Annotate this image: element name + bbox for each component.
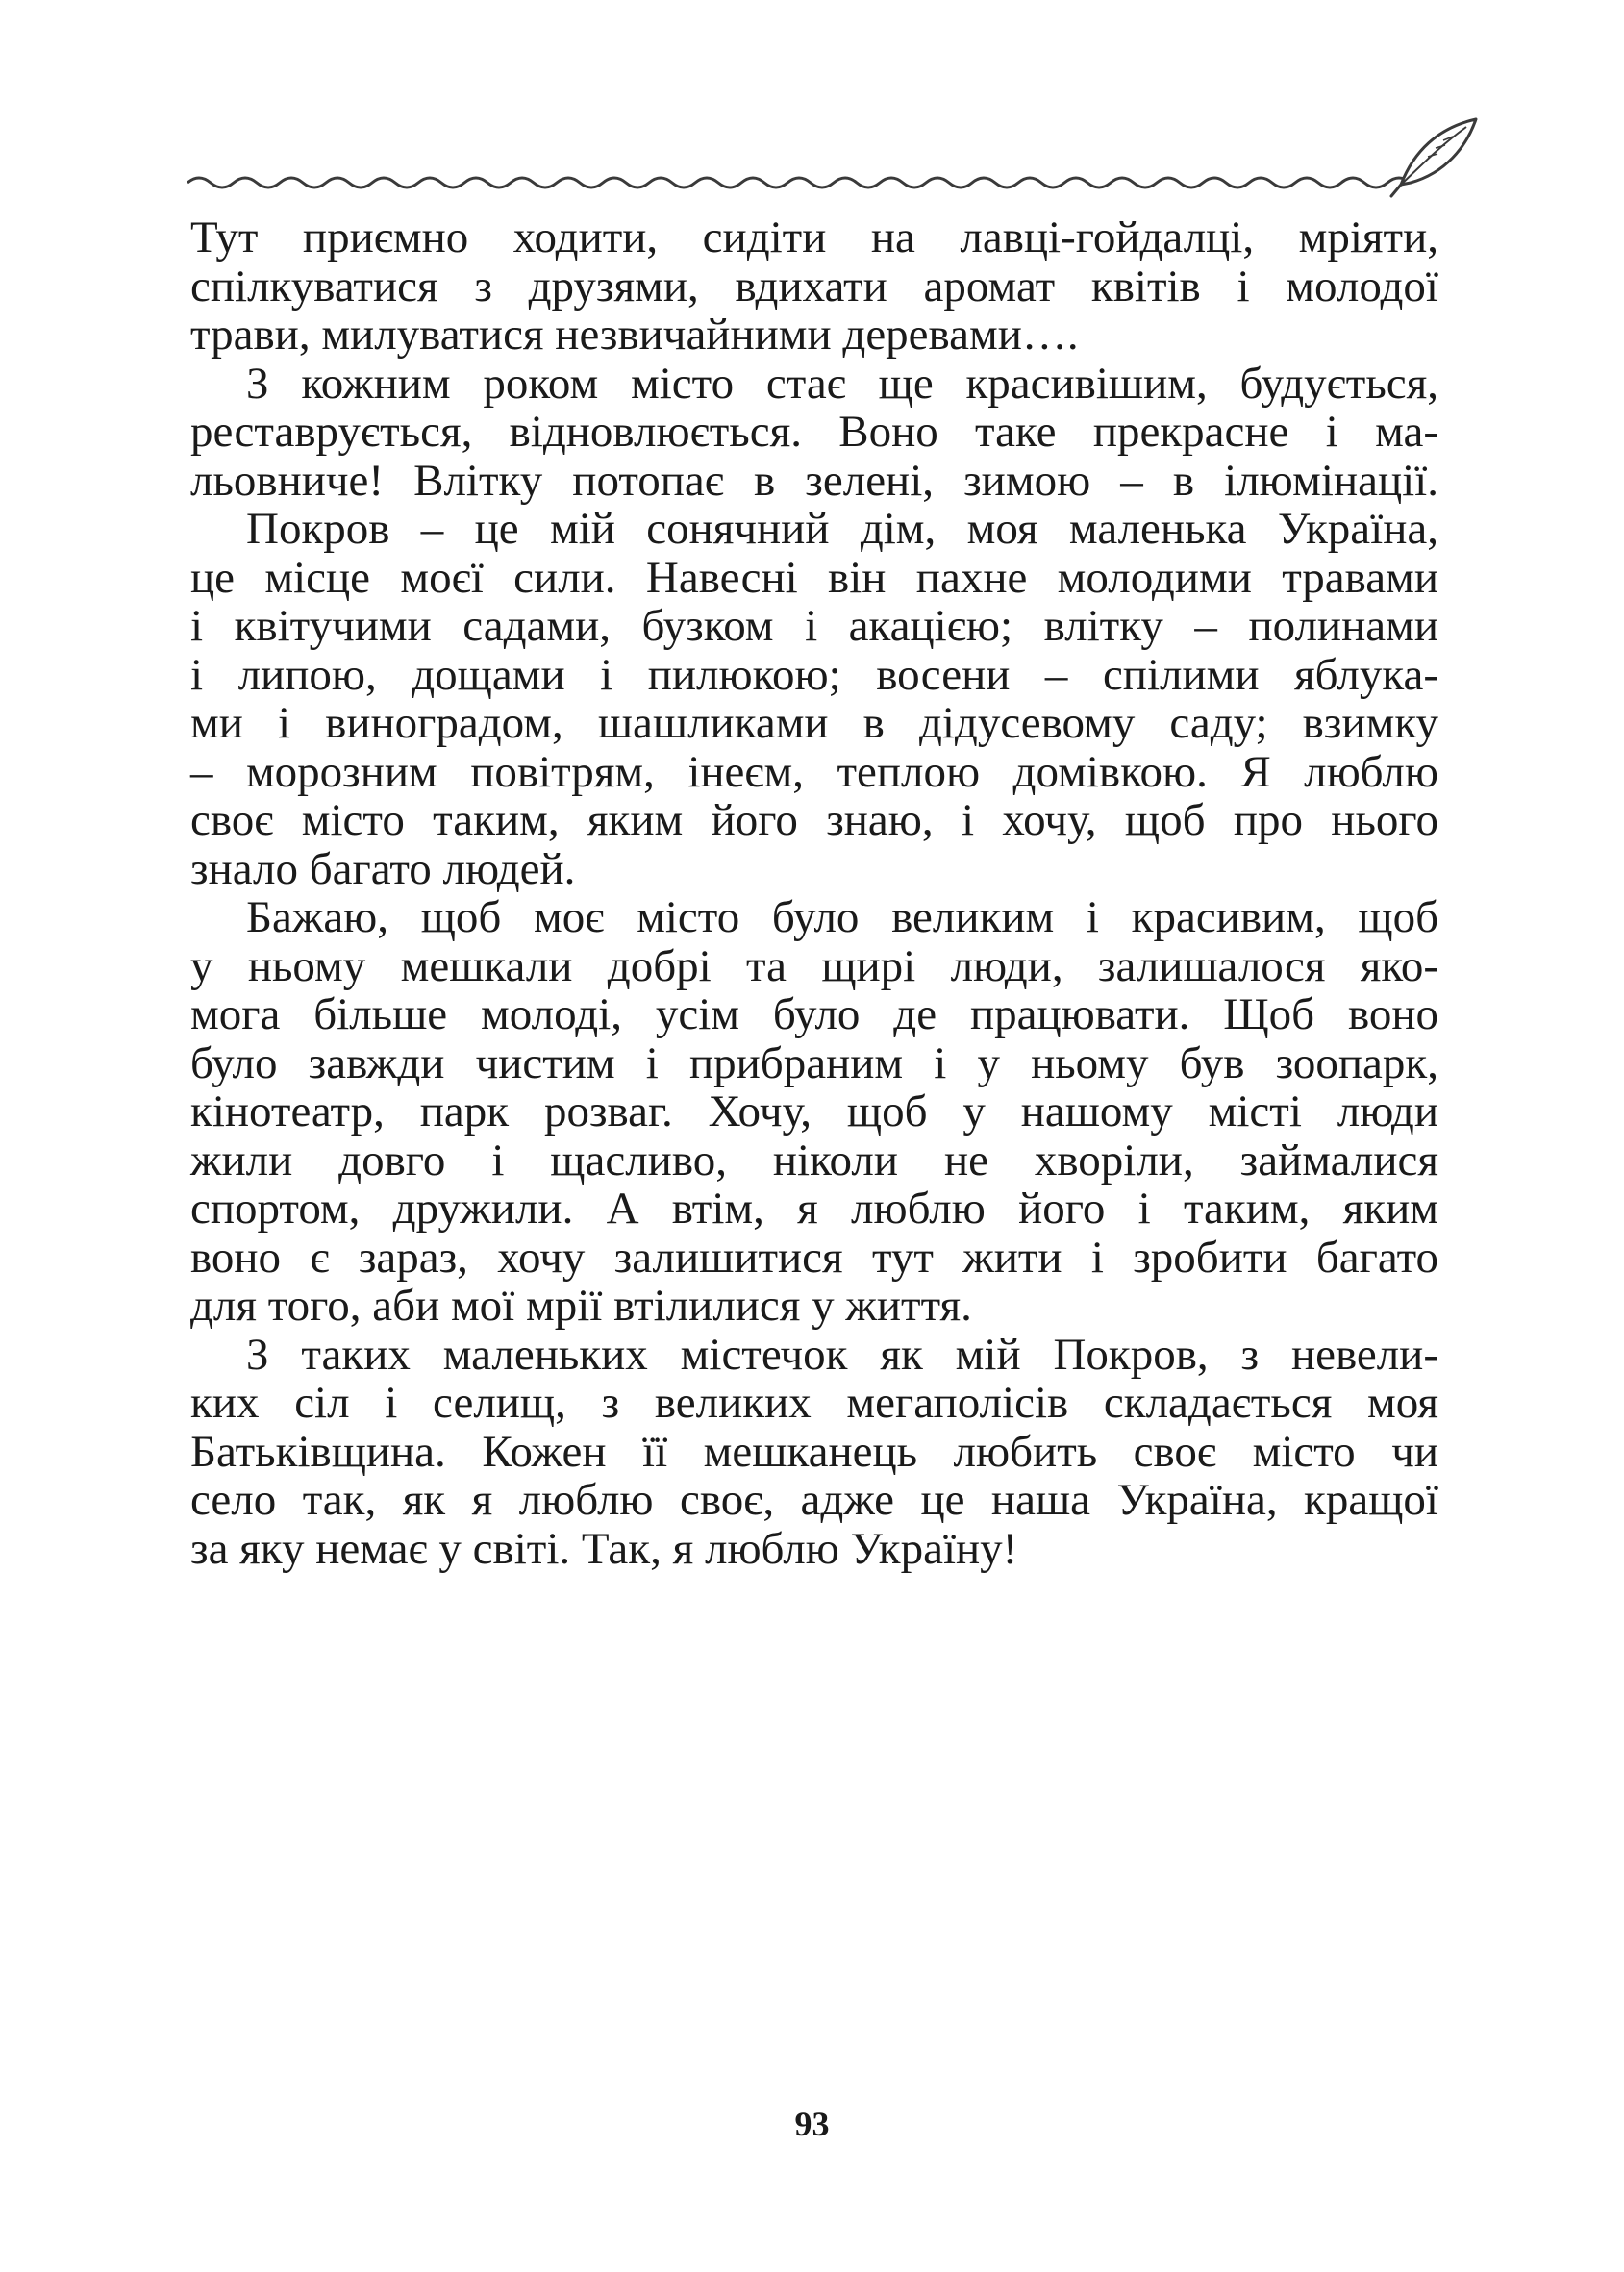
text-line: було завжди чистим і прибраним і у ньому був зоопарк,	[190, 1037, 1438, 1088]
text-line: ких сіл і селищ, з великих мегаполісів складається моя	[190, 1378, 1438, 1428]
quill-icon	[1391, 119, 1476, 196]
text-line: льовниче! Влітку потопає в зелені, зимою – в ілюмінації.	[190, 455, 1438, 506]
text-line: за яку немає у світі. Так, я люблю Україну!	[190, 1523, 1018, 1574]
paragraph-first-line: З кожним роком місто стає ще красивішим, будується,	[246, 358, 1438, 409]
text-line: жили довго і щасливо, ніколи не хворіли, займалися	[190, 1135, 1438, 1186]
paragraph-first-line: Бажаю, щоб моє місто було великим і красивим, щоб	[246, 892, 1438, 942]
text-line: для того, аби мої мрії втілилися у життя.	[190, 1281, 972, 1331]
text-line: спілкуватися з друзями, вдихати аромат квітів і молодої	[190, 261, 1438, 312]
text-line: знало багато людей.	[190, 843, 576, 894]
paragraph-first-line: З таких маленьких містечок як мій Покров, з невели-	[246, 1329, 1438, 1380]
text-line: і квітучими садами, бузком і акацією; влітку – полинами	[190, 601, 1438, 651]
text-line: Тут приємно ходити, сидіти на лавці-гойдалці, мріяти,	[190, 212, 1438, 262]
text-line: трави, милуватися незвичайними деревами….	[190, 310, 1079, 360]
text-line: мога більше молоді, усім було де працювати. Щоб воно	[190, 989, 1438, 1039]
wavy-line	[187, 178, 1411, 187]
page-number: 93	[794, 2105, 830, 2143]
text-line: ми і виноградом, шашликами в дідусевому саду; взимку	[190, 698, 1438, 748]
text-line: своє місто таким, яким його знаю, і хочу, щоб про нього	[190, 795, 1438, 845]
text-line: кінотеатр, парк розваг. Хочу, щоб у нашому місті люди	[190, 1086, 1438, 1136]
text-line: Батьківщина. Кожен її мешканець любить своє місто чи	[190, 1426, 1438, 1477]
text-line: воно є зараз, хочу залишитися тут жити і зробити багато	[190, 1232, 1438, 1283]
text-line: спортом, дружили. А втім, я люблю його і таким, яким	[190, 1184, 1438, 1234]
article-body	[190, 213, 1438, 1573]
paragraph-first-line: Покров – це мій сонячний дім, моя маленька Україна,	[246, 504, 1438, 554]
text-line: у ньому мешкали добрі та щирі люди, залишалося яко-	[190, 940, 1438, 991]
text-line: це місце моєї сили. Навесні він пахне молодими травами	[190, 552, 1438, 603]
text-line: реставрується, відновлюється. Воно таке прекрасне і ма-	[190, 407, 1438, 457]
text-line: – морозним повітрям, інеєм, теплою домівкою. Я люблю	[190, 746, 1438, 797]
text-line: і липою, дощами і пилюкою; восени – спілими яблука-	[190, 649, 1438, 700]
wavy-divider-with-quill	[187, 113, 1486, 200]
text-line: село так, як я люблю своє, адже це наша Україна, кращої	[190, 1475, 1438, 1525]
